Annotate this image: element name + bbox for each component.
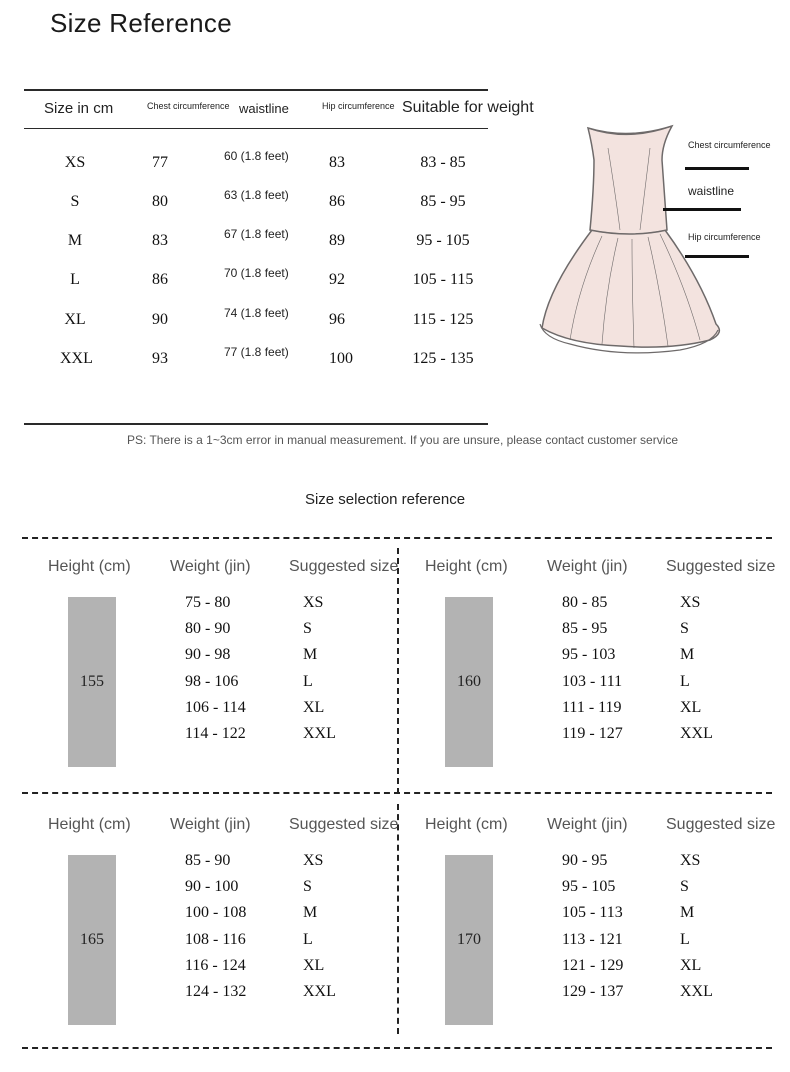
waist-label: waistline <box>688 184 735 198</box>
suggested-size: M <box>680 904 695 922</box>
size-row-chest: 80 <box>152 193 168 210</box>
divider-bottom <box>22 1047 772 1049</box>
size-row-size: XL <box>64 311 86 328</box>
size-row-weight: 115 - 125 <box>412 311 474 328</box>
size-row-weight: 95 - 105 <box>416 232 470 249</box>
suggested-size: XXL <box>680 725 713 742</box>
size-row-hip: 92 <box>329 271 345 288</box>
height-value: 170 <box>457 931 481 948</box>
height-value: 160 <box>457 673 481 690</box>
suggested-size: L <box>680 930 690 948</box>
suggested-size: XS <box>680 594 701 611</box>
suggested-size: L <box>303 672 313 690</box>
suggested-size: XL <box>680 956 702 974</box>
size-row-size: XS <box>64 154 86 171</box>
weight-range: 105 - 113 <box>562 904 623 922</box>
weight-range: 75 - 80 <box>185 594 231 611</box>
size-row-hip: 96 <box>329 311 345 328</box>
weight-range: 103 - 111 <box>562 672 623 690</box>
divider-top <box>22 537 772 539</box>
suggested-size: M <box>303 646 318 664</box>
suggested-size: XXL <box>303 725 336 742</box>
chest-label: Chest circumference <box>688 140 771 150</box>
weight-range: 111 - 119 <box>562 698 622 716</box>
size-row-chest: 93 <box>152 350 168 367</box>
header-weight-jin: Weight (jin) <box>170 558 251 575</box>
size-row-size: XXL <box>60 350 93 367</box>
measurement-note: PS: There is a 1~3cm error in manual measurement. If you are unsure, please contact customer service <box>127 433 679 447</box>
weight-range: 85 - 90 <box>185 852 231 869</box>
header-waist: waistline <box>239 101 289 116</box>
weight-range: 90 - 100 <box>185 878 239 896</box>
size-row-weight: 83 - 85 <box>420 154 466 171</box>
size-row-waist: 60 (1.8 feet) <box>224 149 289 163</box>
weight-range: 80 - 85 <box>562 594 608 611</box>
header-height: Height (cm) <box>425 816 508 833</box>
height-group-170 <box>401 806 776 1046</box>
header-hip: Hip circumference <box>322 101 395 111</box>
weight-range: 114 - 122 <box>185 725 246 742</box>
header-suggested-size: Suggested size <box>289 558 399 575</box>
size-row-weight: 105 - 115 <box>412 271 474 288</box>
height-bar <box>68 597 116 767</box>
table-header-rule <box>24 128 488 129</box>
weight-range: 80 - 90 <box>185 620 231 638</box>
size-row-hip: 89 <box>329 232 345 249</box>
height-bar <box>68 855 116 1025</box>
size-row-hip: 86 <box>329 193 345 210</box>
suggested-size: XXL <box>303 983 336 1000</box>
suggested-size: S <box>680 878 689 896</box>
table-bottom-rule <box>24 423 488 425</box>
suggested-size: S <box>680 620 689 638</box>
size-row-size: M <box>67 232 83 249</box>
header-weight-jin: Weight (jin) <box>547 816 628 833</box>
weight-range: 113 - 121 <box>562 930 623 948</box>
weight-range: 108 - 116 <box>185 930 246 948</box>
page-title: Size Reference <box>50 8 232 38</box>
header-weight-jin: Weight (jin) <box>547 558 628 575</box>
suggested-size: XL <box>303 956 325 974</box>
divider-vertical-bottom <box>397 804 399 1034</box>
size-row-chest: 77 <box>152 154 168 171</box>
size-row-chest: 83 <box>152 232 168 249</box>
header-size: Size in cm <box>44 100 114 117</box>
suggested-size: XS <box>303 594 324 611</box>
size-row-hip: 100 <box>329 350 353 367</box>
hip-marker-line <box>685 255 749 258</box>
suggested-size: XL <box>303 698 325 716</box>
height-bar <box>445 855 493 1025</box>
height-group-160 <box>401 548 776 788</box>
size-row-hip: 83 <box>329 154 345 171</box>
suggested-size: M <box>680 646 695 664</box>
divider-vertical-top <box>397 548 399 794</box>
size-row-waist: 67 (1.8 feet) <box>224 227 289 241</box>
weight-range: 98 - 106 <box>185 672 239 690</box>
height-group-165 <box>24 806 399 1046</box>
header-height: Height (cm) <box>425 558 508 575</box>
header-weight: Suitable for weight <box>402 99 534 116</box>
weight-range: 85 - 95 <box>562 620 608 638</box>
chest-marker-line <box>685 167 749 170</box>
suggested-size: S <box>303 878 312 896</box>
size-row-waist: 63 (1.8 feet) <box>224 188 289 202</box>
selection-title: Size selection reference <box>304 491 466 508</box>
size-row-chest: 90 <box>152 311 168 328</box>
suggested-size: L <box>680 672 690 690</box>
suggested-size: S <box>303 620 312 638</box>
header-weight-jin: Weight (jin) <box>170 816 251 833</box>
weight-range: 95 - 103 <box>562 646 616 664</box>
suggested-size: XS <box>680 852 701 869</box>
header-chest: Chest circumference <box>147 101 230 111</box>
size-row-chest: 86 <box>152 271 168 288</box>
header-suggested-size: Suggested size <box>666 558 776 575</box>
size-row-waist: 74 (1.8 feet) <box>224 306 289 320</box>
suggested-size: L <box>303 930 313 948</box>
weight-range: 106 - 114 <box>185 698 246 716</box>
height-value: 155 <box>80 673 104 690</box>
suggested-size: M <box>303 904 318 922</box>
height-bar <box>445 597 493 767</box>
size-row-size: L <box>70 271 80 288</box>
weight-range: 100 - 108 <box>185 904 247 922</box>
weight-range: 90 - 98 <box>185 646 231 664</box>
table-top-rule <box>24 89 488 91</box>
weight-range: 121 - 129 <box>562 956 624 974</box>
weight-range: 116 - 124 <box>185 956 246 974</box>
weight-range: 119 - 127 <box>562 725 623 742</box>
waist-marker-line <box>663 208 741 211</box>
header-height: Height (cm) <box>48 558 131 575</box>
header-suggested-size: Suggested size <box>666 816 776 833</box>
suggested-size: XL <box>680 698 702 716</box>
header-suggested-size: Suggested size <box>289 816 399 833</box>
size-row-weight: 85 - 95 <box>420 193 466 210</box>
height-group-155 <box>24 548 399 788</box>
height-value: 165 <box>80 931 104 948</box>
weight-range: 129 - 137 <box>562 983 624 1000</box>
weight-range: 124 - 132 <box>185 983 247 1000</box>
size-row-weight: 125 - 135 <box>412 350 474 367</box>
size-row-waist: 77 (1.8 feet) <box>224 345 289 359</box>
size-row-waist: 70 (1.8 feet) <box>224 266 289 280</box>
header-height: Height (cm) <box>48 816 131 833</box>
hip-label: Hip circumference <box>688 232 761 242</box>
suggested-size: XS <box>303 852 324 869</box>
weight-range: 90 - 95 <box>562 852 608 869</box>
suggested-size: XXL <box>680 983 713 1000</box>
weight-range: 95 - 105 <box>562 878 616 896</box>
size-row-size: S <box>70 193 80 210</box>
